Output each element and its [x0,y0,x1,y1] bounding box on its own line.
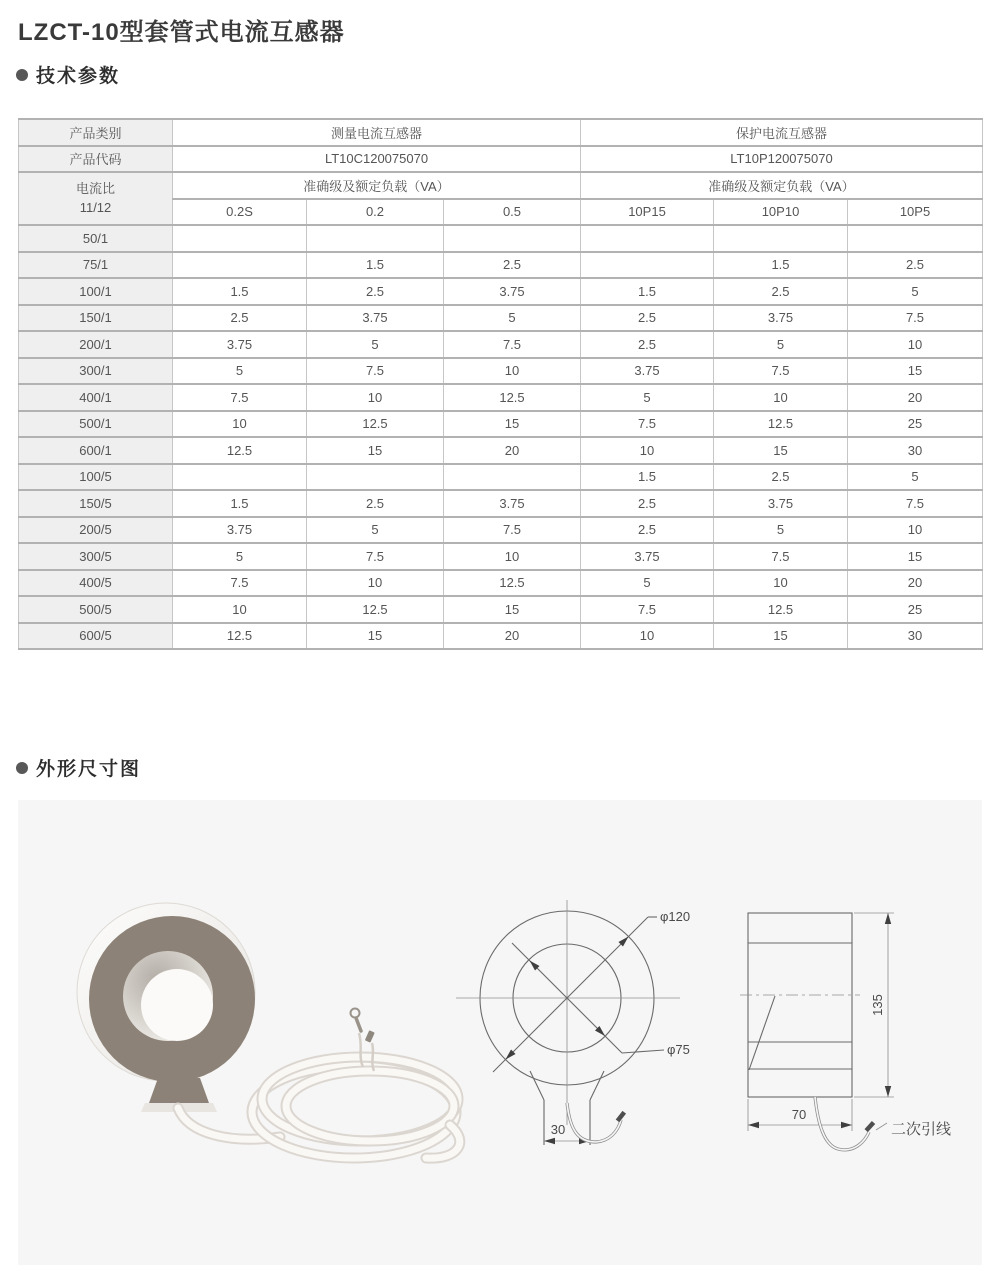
table-row [19,543,983,570]
table-row [19,517,983,544]
value-cell: 3.75 [714,305,848,332]
value-cell: 3.75 [173,517,307,544]
class-header-cell: 0.2 [307,199,444,226]
value-cell: 20 [444,437,581,464]
value-cell: 12.5 [444,384,581,411]
spec-table-header-rows [19,119,983,225]
category-label-cell: 产品类别 [19,119,173,146]
value-cell: 3.75 [581,543,714,570]
value-cell: 2.5 [444,252,581,279]
value-cell: 2.5 [173,305,307,332]
value-cell: 7.5 [581,596,714,623]
bullet-icon [16,69,28,81]
measuring-code-cell: LT10C120075070 [173,146,581,173]
value-cell [714,225,848,252]
value-cell: 25 [848,596,983,623]
bullet-icon [16,762,28,774]
measuring-accuracy-cell: 准确级及额定负载（VA） [173,172,581,199]
value-cell [581,225,714,252]
value-cell: 12.5 [173,623,307,650]
value-cell: 7.5 [307,543,444,570]
value-cell: 7.5 [444,331,581,358]
ratio-cell: 150/5 [19,490,173,517]
value-cell: 2.5 [581,517,714,544]
value-cell: 25 [848,411,983,438]
value-cell: 3.75 [581,358,714,385]
section-label: 外形尺寸图 [36,759,142,780]
table-row [19,358,983,385]
value-cell: 10 [581,623,714,650]
table-row [19,437,983,464]
value-cell [444,464,581,491]
value-cell: 3.75 [307,305,444,332]
value-cell: 1.5 [581,278,714,305]
value-cell: 7.5 [714,358,848,385]
section-technical-parameters [16,61,120,88]
value-cell: 5 [848,278,983,305]
value-cell [307,464,444,491]
ratio-cell: 100/1 [19,278,173,305]
value-cell: 2.5 [307,278,444,305]
ratio-header-line1: 电流比 [75,180,115,196]
value-cell: 10 [444,543,581,570]
value-cell: 10 [848,517,983,544]
ratio-cell: 50/1 [19,225,173,252]
dimension-drawing-panel [18,800,982,1265]
value-cell: 30 [848,437,983,464]
value-cell: 10 [581,437,714,464]
value-cell: 2.5 [714,278,848,305]
product-photo [77,903,460,1158]
ratio-cell: 75/1 [19,252,173,279]
inner-diameter-label: φ75 [667,1042,690,1057]
value-cell: 10 [173,596,307,623]
value-cell: 12.5 [444,570,581,597]
value-cell: 10 [173,411,307,438]
ratio-cell: 500/5 [19,596,173,623]
front-view-drawing [456,900,690,1145]
table-row [19,384,983,411]
value-cell: 5 [581,570,714,597]
value-cell: 15 [714,437,848,464]
ratio-cell: 500/1 [19,411,173,438]
value-cell: 3.75 [173,331,307,358]
value-cell: 15 [848,358,983,385]
value-cell: 5 [714,517,848,544]
value-cell: 20 [848,384,983,411]
current-ratio-header-cell [19,172,173,225]
value-cell [173,464,307,491]
value-cell: 10 [714,384,848,411]
value-cell: 12.5 [714,411,848,438]
value-cell: 2.5 [848,252,983,279]
page-title: LZCT-10型套管式电流互感器 [18,19,345,46]
value-cell: 5 [173,358,307,385]
body-height-label: 135 [870,994,885,1016]
outer-diameter-label: φ120 [660,909,691,924]
value-cell [173,252,307,279]
value-cell: 30 [848,623,983,650]
value-cell: 1.5 [173,490,307,517]
spec-table [18,118,983,650]
value-cell: 3.75 [444,278,581,305]
value-cell: 1.5 [307,252,444,279]
foot-width-label: 30 [550,1122,566,1137]
value-cell: 3.75 [714,490,848,517]
value-cell: 5 [173,543,307,570]
protective-ct-cell: 保护电流互感器 [581,119,983,146]
value-cell: 12.5 [307,411,444,438]
ratio-table-body [19,225,983,649]
value-cell [848,225,983,252]
ratio-cell: 600/1 [19,437,173,464]
value-cell: 2.5 [581,331,714,358]
table-row [19,570,983,597]
cable-coil [252,1057,460,1158]
ratio-cell: 200/5 [19,517,173,544]
value-cell: 20 [444,623,581,650]
value-cell [444,225,581,252]
value-cell: 1.5 [173,278,307,305]
value-cell [307,225,444,252]
protective-accuracy-cell: 准确级及额定负载（VA） [581,172,983,199]
ratio-cell: 150/1 [19,305,173,332]
category-row [19,119,983,146]
value-cell: 12.5 [173,437,307,464]
wire-terminal [864,1121,875,1132]
value-cell: 10 [307,384,444,411]
ratio-cell: 600/5 [19,623,173,650]
value-cell: 15 [714,623,848,650]
value-cell: 5 [444,305,581,332]
class-header-cell: 0.5 [444,199,581,226]
value-cell: 3.75 [444,490,581,517]
table-row [19,623,983,650]
value-cell: 5 [848,464,983,491]
class-header-cell: 0.2S [173,199,307,226]
value-cell: 5 [581,384,714,411]
protective-code-cell: LT10P120075070 [581,146,983,173]
value-cell: 7.5 [714,543,848,570]
value-cell: 1.5 [714,252,848,279]
value-cell: 5 [307,517,444,544]
value-cell: 5 [307,331,444,358]
table-row [19,411,983,438]
value-cell: 7.5 [173,384,307,411]
value-cell: 15 [444,596,581,623]
value-cell: 12.5 [714,596,848,623]
ratio-cell: 400/1 [19,384,173,411]
value-cell: 15 [848,543,983,570]
code-label-cell: 产品代码 [19,146,173,173]
value-cell: 10 [848,331,983,358]
value-cell: 10 [307,570,444,597]
value-cell: 15 [307,437,444,464]
ratio-cell: 300/1 [19,358,173,385]
value-cell: 12.5 [307,596,444,623]
value-cell: 2.5 [581,490,714,517]
value-cell: 15 [307,623,444,650]
ratio-cell: 100/5 [19,464,173,491]
value-cell: 1.5 [581,464,714,491]
table-row [19,331,983,358]
table-row [19,225,983,252]
measuring-ct-cell: 测量电流互感器 [173,119,581,146]
section-outline-dimensions [16,754,141,781]
table-row [19,305,983,332]
value-cell: 7.5 [848,305,983,332]
value-cell: 2.5 [581,305,714,332]
value-cell: 10 [714,570,848,597]
value-cell: 7.5 [581,411,714,438]
secondary-lead-label: 二次引线 [891,1121,952,1138]
class-header-cell: 10P5 [848,199,983,226]
table-row [19,596,983,623]
value-cell: 7.5 [848,490,983,517]
body-width-label: 70 [791,1107,807,1122]
value-cell: 15 [444,411,581,438]
table-row [19,278,983,305]
accuracy-header-row [19,172,983,199]
section-label: 技术参数 [36,66,121,87]
table-row [19,252,983,279]
value-cell: 20 [848,570,983,597]
table-row [19,464,983,491]
value-cell: 7.5 [444,517,581,544]
ratio-header-line2: 11/12 [79,199,112,215]
value-cell: 2.5 [307,490,444,517]
value-cell: 7.5 [173,570,307,597]
class-header-cell: 10P10 [714,199,848,226]
ratio-cell: 200/1 [19,331,173,358]
ratio-cell: 300/5 [19,543,173,570]
dimension-drawing [18,800,982,1265]
value-cell: 2.5 [714,464,848,491]
ratio-cell: 400/5 [19,570,173,597]
table-row [19,490,983,517]
product-code-row [19,146,983,173]
value-cell [581,252,714,279]
value-cell: 10 [444,358,581,385]
side-view-drawing [740,913,951,1150]
value-cell: 7.5 [307,358,444,385]
class-header-cell: 10P15 [581,199,714,226]
value-cell: 5 [714,331,848,358]
value-cell [173,225,307,252]
